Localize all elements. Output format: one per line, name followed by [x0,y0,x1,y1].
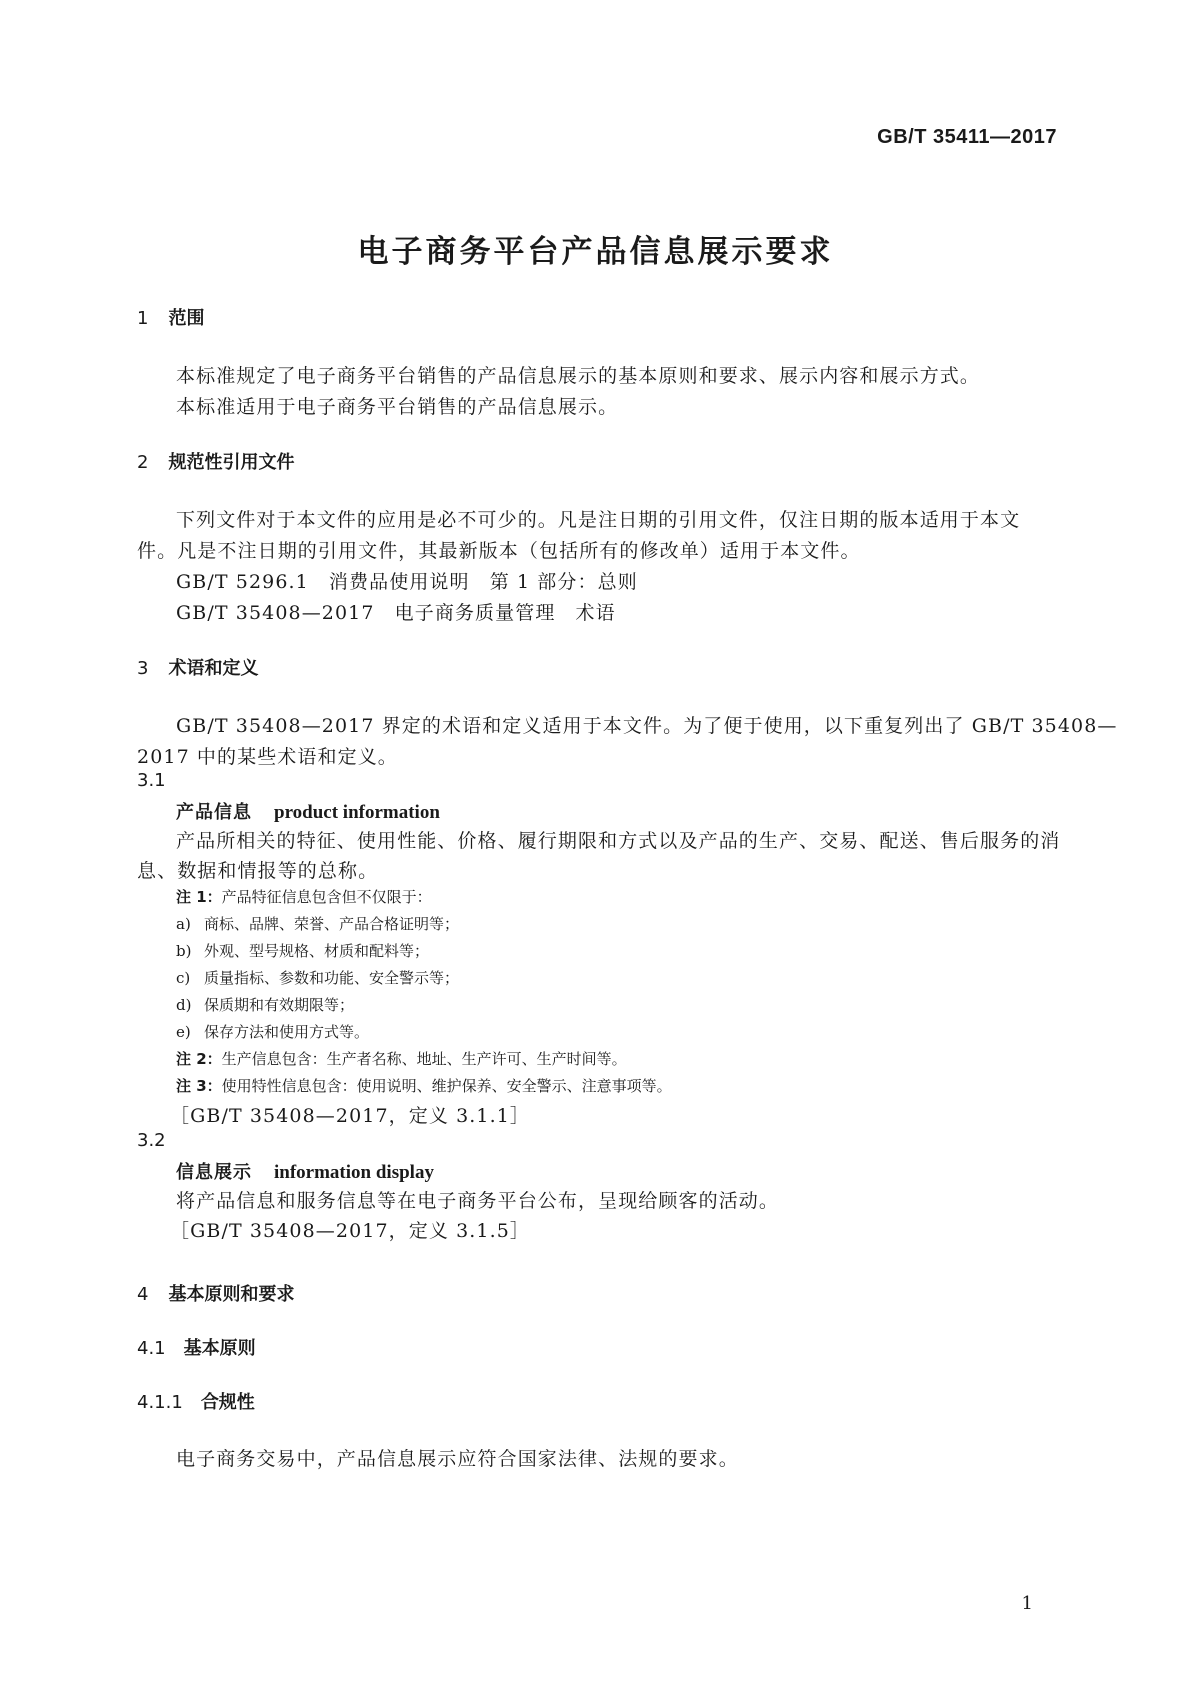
section-number: 2 [137,452,149,473]
list-item [176,913,459,934]
term-en: product information [274,802,440,823]
term-title [176,798,440,824]
list-marker: e) [176,1023,191,1041]
normative-reference: GB/T 35408—2017 电子商务质量管理 术语 [176,602,616,624]
term-en: information display [274,1162,434,1183]
note-label: 注 3： [176,1077,222,1095]
section-number: 3 [137,658,149,679]
note-1 [176,886,432,907]
term-source: ［GB/T 35408—2017，定义 3.1.1］ [170,1105,531,1127]
note-3 [176,1075,672,1096]
list-item [176,994,354,1015]
subsection-4-1-1-heading [137,1388,255,1414]
list-text: 保质期和有效期限等； [204,996,355,1014]
section-number: 4 [137,1284,149,1305]
list-marker: a) [176,915,191,933]
note-text: 使用特性信息包含：使用说明、维护保养、安全警示、注意事项等。 [221,1077,672,1095]
section-1-heading [137,304,204,330]
section-number: 4.1 [137,1338,166,1359]
section-2-heading [137,448,294,474]
paragraph-line: 下列文件对于本文件的应用是必不可少的。凡是注日期的引用文件，仅注日期的版本适用于本文 [176,509,1021,531]
term-zh: 产品信息 [176,802,252,823]
list-item [176,967,459,988]
note-label: 注 2： [176,1050,222,1068]
section-title: 术语和定义 [168,658,259,679]
definition-line: 产品所相关的特征、使用性能、价格、履行期限和方式以及产品的生产、交易、配送、售后服务的消 [176,830,1061,852]
term-title [176,1158,434,1184]
paragraph: 本标准适用于电子商务平台销售的产品信息展示。 [176,396,619,418]
definition-line: 将产品信息和服务信息等在电子商务平台公布，呈现给顾客的活动。 [176,1190,780,1212]
paragraph: 电子商务交易中，产品信息展示应符合国家法律、法规的要求。 [176,1448,739,1470]
list-text: 质量指标、参数和功能、安全警示等； [204,969,460,987]
paragraph-line: 件。凡是不注日期的引用文件，其最新版本（包括所有的修改单）适用于本文件。 [137,540,861,562]
list-text: 外观、型号规格、材质和配料等； [204,942,430,960]
document-title: 电子商务平台产品信息展示要求 [357,234,834,270]
note-2 [176,1048,627,1069]
section-title: 规范性引用文件 [168,452,295,473]
section-4-heading [137,1280,294,1306]
standard-code: GB/T 35411—2017 [877,126,1057,148]
section-title: 合规性 [200,1392,255,1413]
normative-reference: GB/T 5296.1 消费品使用说明 第 1 部分：总则 [176,571,638,593]
section-title: 基本原则和要求 [168,1284,295,1305]
list-item [176,940,429,961]
list-marker: b) [176,942,192,960]
note-label: 注 1： [176,888,222,906]
term-zh: 信息展示 [176,1162,252,1183]
subsection-4-1-heading [137,1334,256,1360]
section-title: 基本原则 [183,1338,256,1359]
term-source: ［GB/T 35408—2017，定义 3.1.5］ [170,1220,531,1242]
list-text: 保存方法和使用方式等。 [204,1023,370,1041]
term-number: 3.2 [137,1130,166,1151]
section-3-heading [137,654,258,680]
list-text: 商标、品牌、荣誉、产品合格证明等； [204,915,460,933]
section-number: 4.1.1 [137,1392,183,1413]
list-marker: d) [176,996,192,1014]
note-text: 产品特征信息包含但不仅限于： [221,888,432,906]
paragraph: 本标准规定了电子商务平台销售的产品信息展示的基本原则和要求、展示内容和展示方式。 [176,365,981,387]
section-number: 1 [137,308,149,329]
list-item [176,1021,369,1042]
term-number: 3.1 [137,770,166,791]
note-text: 生产信息包含：生产者名称、地址、生产许可、生产时间等。 [221,1050,627,1068]
page-number: 1 [1021,1593,1033,1614]
list-marker: c) [176,969,191,987]
section-title: 范围 [168,308,205,329]
paragraph-line: GB/T 35408—2017 界定的术语和定义适用于本文件。为了便于使用，以下重复列出了 GB/T 35408— [176,715,1118,737]
definition-line: 息、数据和情报等的总称。 [137,860,379,882]
paragraph-line: 2017 中的某些术语和定义。 [137,746,398,768]
